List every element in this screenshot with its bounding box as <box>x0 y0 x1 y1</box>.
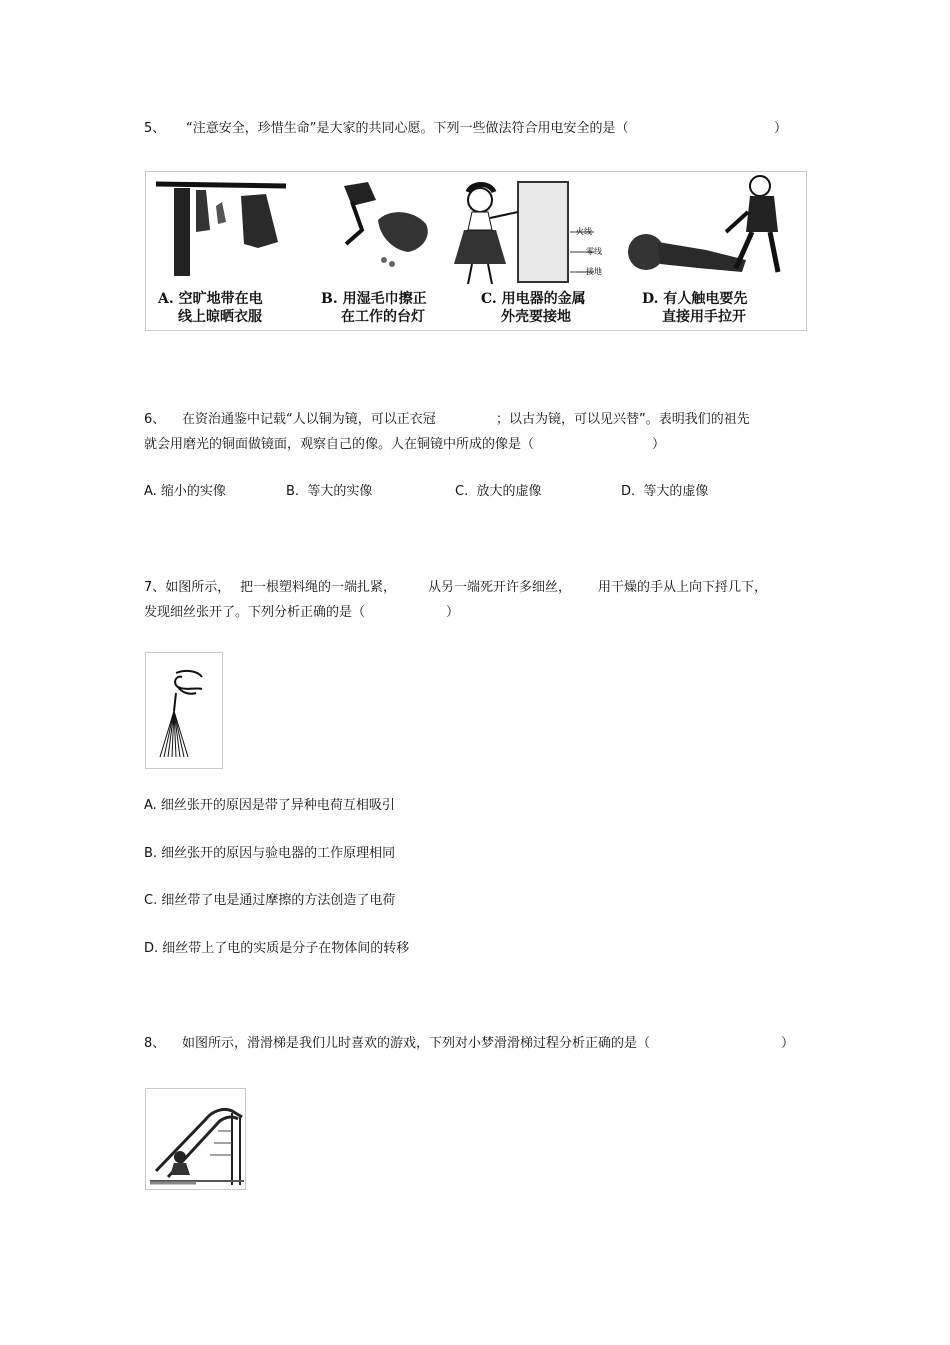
q7-line1-part-b: 把一根塑料绳的一端扎紧， <box>240 580 397 595</box>
q7-option-b: B. 细丝张开的原因与验电器的工作原理相同 <box>144 846 396 861</box>
panel-b-caption-line1: B. 用湿毛巾擦正 <box>321 291 427 307</box>
q5-close-paren: ） <box>774 121 788 136</box>
q5-question-text: “注意安全，珍惜生命”是大家的共同心愿。下列一些做法符合用电安全的是（ <box>186 121 629 136</box>
q7-line2: 发现细丝张开了。下列分析正确的是（ <box>144 605 366 620</box>
q7-option-d: D. 细丝带上了电的实质是分子在物体间的转移 <box>144 941 410 956</box>
panel-a-caption-line2: 线上晾晒衣服 <box>178 309 262 325</box>
q6-option-d: D. 等大的虚像 <box>621 484 709 499</box>
q6-line2: 就会用磨光的铜面做镜面，观察自己的像。人在铜镜中所成的像是（ <box>144 437 535 452</box>
panel-c-illustration <box>454 182 602 284</box>
q5-figure <box>145 171 807 331</box>
q7-line1-part-c: 从另一端死开许多细丝， <box>428 580 572 595</box>
q7-option-c: C. 细丝带了电是通过摩擦的方法创造了电荷 <box>144 893 396 908</box>
wire-label-live: 火线 <box>576 227 592 236</box>
slide-illustration <box>146 1089 245 1189</box>
wire-label-ground: 接地 <box>586 267 602 276</box>
q6-option-a: A. 缩小的实像 <box>144 484 226 499</box>
q7-figure <box>145 652 223 769</box>
q7-line1-part-a: 7、如图所示， <box>144 580 231 595</box>
panel-c-caption-line1: C. 用电器的金属 <box>481 291 586 307</box>
q6-line1-part-a: 在资治通鉴中记载“人以铜为镜，可以正衣冠 <box>182 412 436 427</box>
q6-line1-part-b: ；以古为镜，可以见兴替”。表明我们的祖先 <box>496 412 750 427</box>
panel-d-caption-line1: D. 有人触电要先 <box>642 291 748 307</box>
panel-a-illustration <box>156 184 286 276</box>
q8-question-text: 如图所示，滑滑梯是我们儿时喜欢的游戏，下列对小梦滑滑梯过程分析正确的是（ <box>182 1036 651 1051</box>
q8-figure <box>145 1088 246 1190</box>
panel-d-caption-line2: 直接用手拉开 <box>662 309 746 325</box>
q8-close-paren: ） <box>781 1036 795 1051</box>
q6-option-c: C. 放大的虚像 <box>455 484 542 499</box>
panel-d-illustration <box>628 176 778 272</box>
q6-number: 6、 <box>144 412 166 427</box>
panel-b-caption-line2: 在工作的台灯 <box>341 309 425 325</box>
q7-option-a: A. 细丝张开的原因是带了异种电荷互相吸引 <box>144 798 395 813</box>
wire-label-neutral: 零线 <box>586 247 602 256</box>
panel-b-illustration <box>344 182 428 267</box>
q8-number: 8、 <box>144 1036 166 1051</box>
q7-line1-part-d: 用干燥的手从上向下捋几下， <box>598 580 768 595</box>
plastic-rope-illustration <box>146 653 222 768</box>
q6-option-b: B. 等大的实像 <box>286 484 373 499</box>
q7-close-paren: ） <box>446 605 460 620</box>
panel-a-caption-line1: A. 空旷地带在电 <box>158 291 263 307</box>
q5-number: 5、 <box>144 121 166 136</box>
q6-close-paren: ） <box>652 437 666 452</box>
panel-c-caption-line2: 外壳要接地 <box>501 309 571 325</box>
